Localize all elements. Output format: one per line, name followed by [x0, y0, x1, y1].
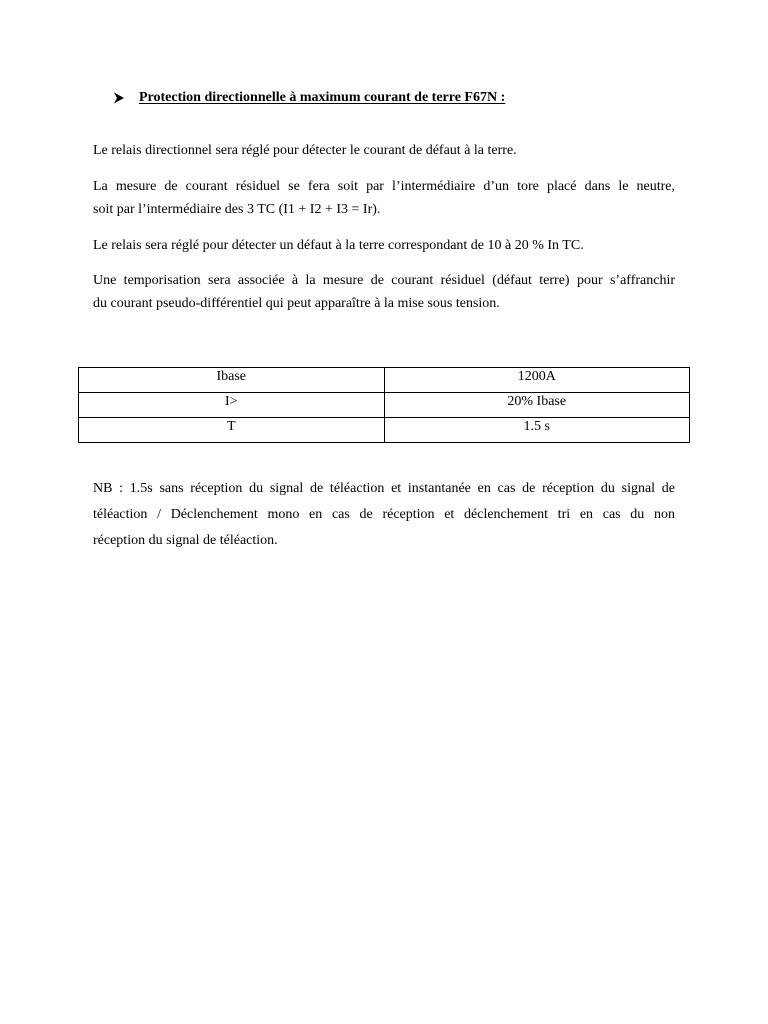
section-heading	[113, 89, 505, 107]
table-cell-value: 20% Ibase	[384, 393, 690, 418]
arrowhead-bullet-icon	[113, 92, 125, 104]
note-line: NB : 1.5s sans réception du signal de téléaction et instantanée en cas de réception du signal de	[93, 481, 675, 496]
table-cell-param: T	[79, 418, 385, 443]
table-cell-param: I>	[79, 393, 385, 418]
paragraph-time-delay	[93, 269, 675, 315]
paragraph-earth-fault-threshold	[93, 234, 675, 257]
note-paragraph	[93, 476, 675, 554]
table-row	[79, 418, 690, 443]
section-title: Protection directionnelle à maximum courant de terre F67N :	[139, 90, 506, 105]
paragraph-line: Le relais sera réglé pour détecter un défaut à la terre correspondant de 10 à 20 % In TC.	[93, 238, 584, 253]
table-row	[79, 368, 690, 393]
paragraph-line: La mesure de courant résiduel se fera soit par l’intermédiaire d’un tore placé dans le neutre,	[93, 179, 675, 194]
note-line: réception du signal de téléaction.	[93, 533, 278, 548]
table-cell-value: 1.5 s	[384, 418, 690, 443]
paragraph-line: Une temporisation sera associée à la mesure de courant résiduel (défaut terre) pour s’affranchir	[93, 273, 675, 288]
table-row	[79, 393, 690, 418]
table-cell-value: 1200A	[384, 368, 690, 393]
paragraph-line: soit par l’intermédiaire des 3 TC (I1 + I2 + I3 = Ir).	[93, 202, 381, 217]
table-cell-param: Ibase	[79, 368, 385, 393]
paragraph-line: Le relais directionnel sera réglé pour détecter le courant de défaut à la terre.	[93, 143, 517, 158]
settings-table	[78, 367, 690, 443]
note-line: téléaction / Déclenchement mono en cas de réception et déclenchement tri en cas du non	[93, 507, 675, 522]
paragraph-relay-setting	[93, 139, 675, 162]
paragraph-line: du courant pseudo-différentiel qui peut apparaître à la mise sous tension.	[93, 296, 500, 311]
paragraph-residual-measure	[93, 175, 675, 221]
